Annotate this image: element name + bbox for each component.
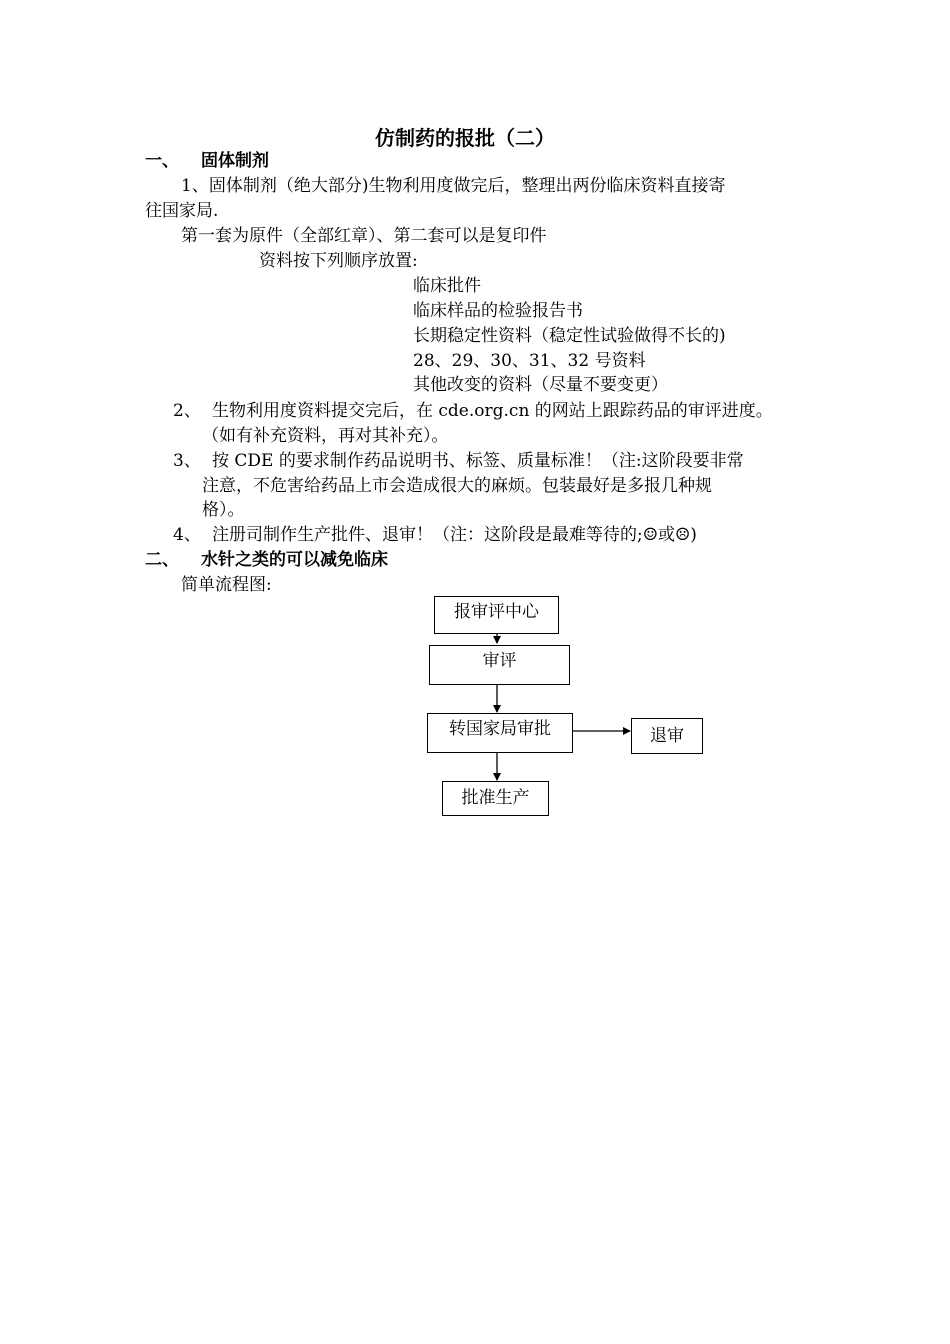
item3-line3: 格）。 (202, 500, 245, 520)
item3-number: 3、 (173, 451, 201, 471)
flow-step-label: 批准生产 (461, 788, 530, 808)
order-list-item: 长期稳定性资料（稳定性试验做得不长的) (413, 326, 726, 346)
section1-heading: 固体制剂 (201, 151, 269, 171)
section2-heading: 水针之类的可以减免临床 (201, 550, 388, 570)
order-intro: 资料按下列顺序放置: (259, 251, 418, 271)
section2-number: 二、 (145, 550, 179, 570)
item3-line2: 注意，不危害给药品上市会造成很大的麻烦。包装最好是多报几种规 (202, 476, 712, 496)
order-list-item: 临床样品的检验报告书 (413, 301, 583, 321)
flow-step-label: 转国家局审批 (449, 719, 551, 739)
section1-number: 一、 (145, 151, 179, 171)
item2-line2: （如有补充资料，再对其补充）。 (202, 426, 449, 446)
item4-number: 4、 (173, 525, 201, 545)
order-list-item: 28、29、30、31、32 号资料 (413, 351, 646, 371)
sets-note: 第一套为原件（全部红章）、第二套可以是复印件 (181, 226, 547, 246)
flow-step-label: 审评 (482, 651, 517, 671)
flow-step-production-approval (442, 781, 549, 816)
flow-intro: 简单流程图: (181, 575, 272, 595)
item2-line1: 生物利用度资料提交完后，在 cde.org.cn 的网站上跟踪药品的审评进度。 (212, 401, 773, 421)
order-list-item: 其他改变的资料（尽量不要变更） (413, 375, 668, 395)
item1-line1: 1、固体制剂（绝大部分)生物利用度做完后，整理出两份临床资料直接寄 (181, 176, 726, 196)
page-title: 仿制药的报批（二） (375, 126, 555, 150)
item2-number: 2、 (173, 401, 201, 421)
flow-step-review-center (434, 596, 559, 634)
flow-step-state-approval (427, 713, 573, 753)
flow-step-label: 报审评中心 (454, 602, 539, 622)
flow-step-review (429, 645, 570, 685)
item3-line1: 按 CDE 的要求制作药品说明书、标签、质量标准！（注:这阶段要非常 (212, 451, 744, 471)
order-list-item: 临床批件 (413, 276, 481, 296)
item4-line1: 注册司制作生产批件、退审！（注：这阶段是最难等待的;☺或☹) (212, 525, 697, 545)
flow-step-label: 退审 (650, 726, 684, 746)
item1-line2: 往国家局. (145, 201, 219, 221)
flow-step-reject (631, 718, 703, 754)
